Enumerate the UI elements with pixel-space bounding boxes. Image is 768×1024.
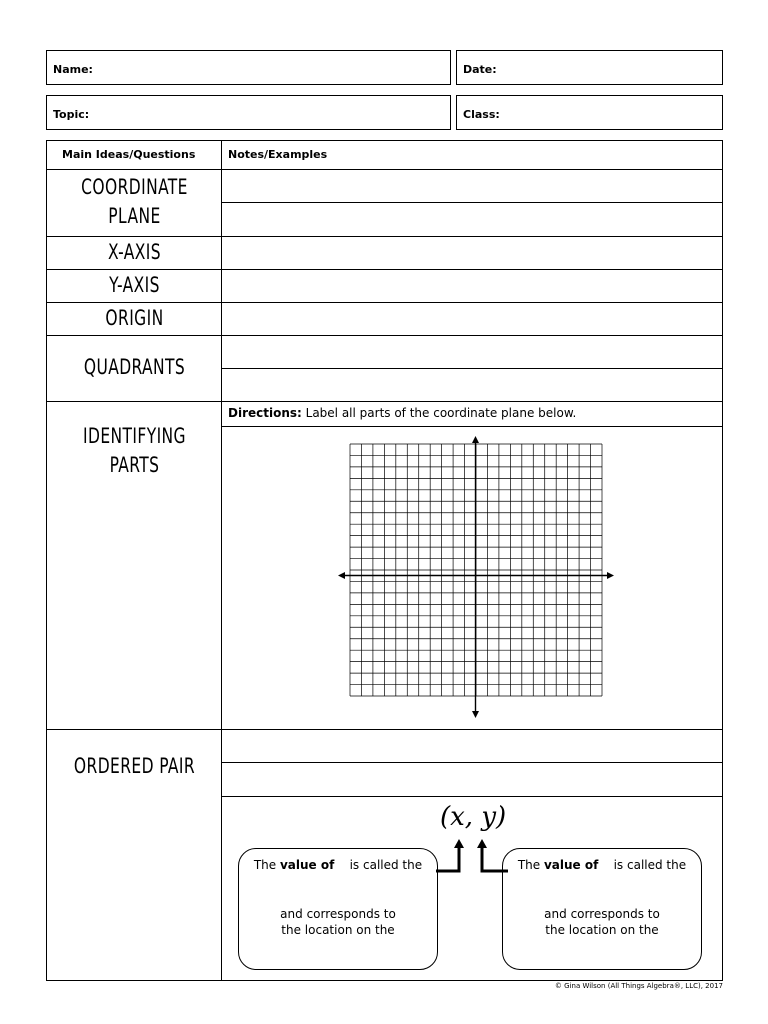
topic-origin: ORIGIN [105, 306, 164, 330]
topic-line: PLANE [108, 204, 161, 228]
callout-text: The [517, 858, 544, 872]
left-connector-arrow [454, 839, 464, 848]
name-field[interactable] [46, 50, 451, 85]
copyright-notice: © Gina Wilson (All Things Algebra®, LLC), 2017 [554, 982, 723, 990]
callout-text: the location on the [545, 923, 659, 937]
callout-text: is called the [334, 858, 423, 872]
y-axis-down-arrow [472, 711, 479, 718]
callout-text: and corresponds to [280, 907, 396, 921]
callout-line [239, 906, 437, 938]
topic-coordinate-plane [64, 173, 206, 231]
callout-line [503, 906, 701, 938]
topic-identifying-parts [64, 422, 206, 480]
notes-origin[interactable] [222, 303, 722, 335]
notes-line [221, 762, 723, 763]
callout-text: and corresponds to [544, 907, 660, 921]
topic-quadrants: QUADRANTS [83, 355, 186, 379]
notes-quadrants[interactable] [222, 336, 722, 401]
callout-text: The [253, 858, 280, 872]
directions-body: Label all parts of the coordinate plane below. [301, 406, 577, 420]
callout-bold: value of [543, 858, 599, 872]
ordered-pair-notation: (x, y) [440, 802, 507, 832]
class-field[interactable] [456, 95, 723, 130]
topic-line: COORDINATE [81, 175, 188, 199]
date-label: Date: [463, 63, 497, 76]
notes-coordinate-plane[interactable] [222, 170, 722, 236]
directions-text [228, 406, 576, 420]
callout-text: is called the [598, 858, 687, 872]
callout-bold: value of [279, 858, 335, 872]
callout-text: the location on the [281, 923, 395, 937]
coordinate-plane-graph[interactable] [336, 436, 616, 718]
callout-line [503, 858, 701, 872]
callout-line [239, 858, 437, 872]
notes-examples-header: Notes/Examples [228, 148, 328, 161]
row-divider [46, 401, 723, 402]
y-axis-up-arrow [472, 436, 479, 443]
main-ideas-header: Main Ideas/Questions [62, 148, 196, 161]
right-connector-arrow [477, 839, 487, 848]
topic-x-axis: X-AXIS [107, 240, 162, 264]
notes-y-axis[interactable] [222, 270, 722, 302]
x-axis-right-arrow [607, 572, 614, 579]
directions-label: Directions: [228, 406, 302, 420]
notes-line [221, 796, 723, 797]
topic-ordered-pair: ORDERED PAIR [73, 754, 196, 778]
left-connector [436, 847, 459, 871]
notes-line [221, 426, 723, 427]
topic-field[interactable] [46, 95, 451, 130]
date-field[interactable] [456, 50, 723, 85]
class-label: Class: [463, 108, 500, 121]
topic-line: PARTS [109, 453, 160, 477]
row-divider [46, 729, 723, 730]
x-value-callout[interactable] [238, 848, 438, 970]
topic-label: Topic: [53, 108, 90, 121]
notes-x-axis[interactable] [222, 237, 722, 269]
name-label: Name: [53, 63, 93, 76]
x-axis-left-arrow [338, 572, 345, 579]
topic-line: IDENTIFYING [83, 424, 186, 448]
topic-y-axis: Y-AXIS [109, 273, 160, 297]
y-value-callout[interactable] [502, 848, 702, 970]
